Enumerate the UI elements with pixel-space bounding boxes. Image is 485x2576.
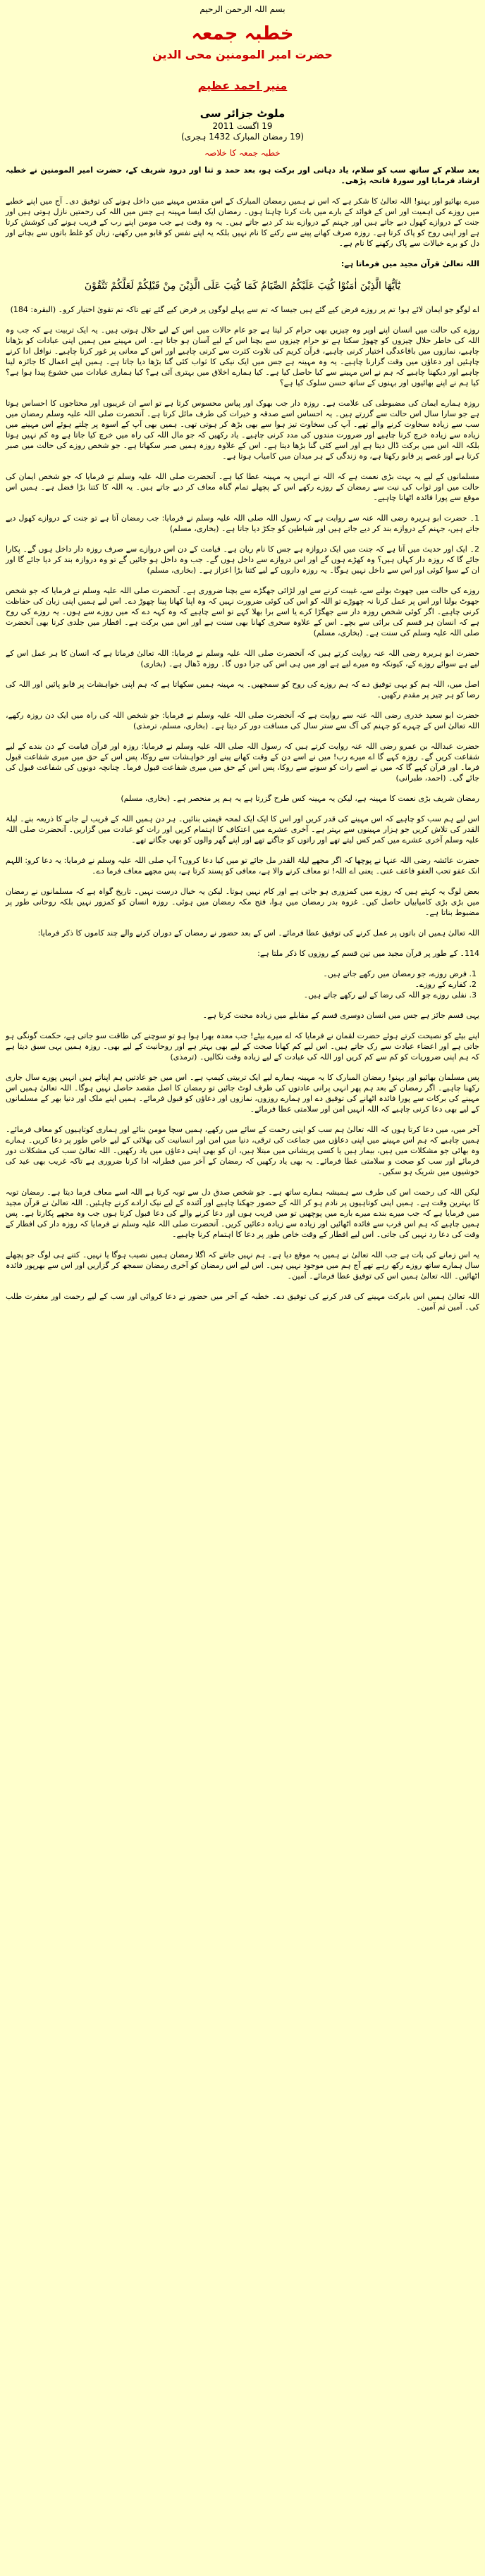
paragraph: اے لوگو جو ایمان لائے ہو! تم پر روزے فرض کیے گئے ہیں جیسا کہ تم سے پہلے لوگوں پر فرض کیے گئے تھے تاکہ تم تقویٰ اختیار کرو۔ (البقرہ: 184) bbox=[10, 305, 479, 314]
paragraph: اس لیے ہم سب کو چاہیے کہ اس مہینے کی قدر کریں اور اس کا ایک ایک لمحہ قیمتی بنائیں۔ ہر دن ہمیں اللہ کے قریب لے جانے کا ذریعہ بنے۔ لیلۃ القدر کی تلاش کریں جو ہزار مہینوں سے بہتر ہے۔ آخری عشرے میں اعتکاف کا اہتمام کریں اور رات کو عبادت میں گزاریں۔ آنحضرت صلی اللہ علیہ وسلم آخری عشرے میں کمر کس لیتے تھے اور راتوں کو جاگتے تھے اور اپنے گھر والوں کو بھی جگاتے تھے۔ bbox=[6, 814, 479, 845]
date-hijri: (19 رمضان المبارک 1432 ہجری) bbox=[180, 132, 305, 142]
list-item: 1. فرض روزے، جو رمضان میں رکھے جاتے ہیں۔ bbox=[6, 969, 467, 979]
paragraph: لیکن اللہ کی رحمت اس کی طرف سے ہمیشہ ہمارے ساتھ ہے۔ جو شخص صدق دل سے توبہ کرتا ہے اللہ اسے معاف فرما دیتا ہے۔ رمضان توبہ کا بہترین وقت ہے۔ ہمیں اپنی کوتاہیوں پر نادم ہو کر اللہ کے حضور جھکنا چاہیے اور آئندہ کے لیے نیک ارادے کرنے چاہئیں۔ اللہ تعالیٰ نے قرآن مجید میں فرمایا ہے کہ جب میرے بندے میرے بارے میں پوچھیں تو میں قریب ہوں اور دعا کرنے والے کی دعا قبول کرتا ہوں جب وہ مجھے پکارتا ہے۔ پس ہمیں چاہیے کہ ہم اس قرب سے فائدہ اٹھائیں اور زیادہ سے زیادہ دعائیں کریں۔ آنحضرت صلی اللہ علیہ وسلم نے فرمایا کہ روزہ دار کی افطار کے وقت کی دعا رد نہیں کی جاتی۔ اس لیے افطار کے وقت خاص طور پر دعا کا اہتمام کرنا چاہیے۔ bbox=[6, 1188, 479, 1239]
paragraph: 1۔ حضرت ابو ہریرہ رضی اللہ عنہ سے روایت ہے کہ رسول اللہ صلی اللہ علیہ وسلم نے فرمایا: جب رمضان آتا ہے تو جنت کے دروازے کھول دیے جاتے ہیں، جہنم کے دروازے بند کر دیے جاتے ہیں اور شیاطین کو جکڑ دیا جاتا ہے۔ (بخاری، مسلم) bbox=[6, 514, 479, 533]
paragraph: میرے بھائیو اور بہنو! اللہ تعالیٰ کا شکر ہے کہ اس نے ہمیں رمضان المبارک کے اس مقدس مہینے میں داخل ہونے کی توفیق دی۔ آج میں اپنے خطبے میں روزے کی اہمیت اور اس کے فوائد کے بارے میں بات کرنا چاہتا ہوں۔ رمضان ایک ایسا مہینہ ہے جس میں اللہ کی رحمتیں نازل ہوتی ہیں اور جنت کے دروازے کھول دیے جاتے ہیں اور جہنم کے دروازے بند کر دیے جاتے ہیں۔ یہ وہ وقت ہے جب مومن اپنے رب کے قریب ہونے کی کوشش کرتا ہے اور اپنی روح کو پاک کرتا ہے۔ روزہ صرف کھانے پینے سے رکنے کا نام نہیں بلکہ یہ اپنے نفس کو قابو میں رکھنے، زبان کو غلط باتوں سے بچانے اور دل کو برے خیالات سے پاک رکھنے کا نام ہے۔ bbox=[6, 197, 479, 248]
paragraph: یہی قسم جائز ہے جس میں انسان دوسری قسم کے مقابلے میں زیادہ محنت کرتا ہے۔ bbox=[202, 1011, 479, 1020]
paragraph: حضرت ابو ہریرہ رضی اللہ عنہ روایت کرتے ہیں کہ آنحضرت صلی اللہ علیہ وسلم نے فرمایا: اللہ تعالیٰ فرماتا ہے کہ انسان کا ہر عمل اس کے لیے ہے سوائے روزے کے، کیونکہ وہ میرے لیے ہے اور میں ہی اس کی جزا دوں گا۔ روزہ ڈھال ہے۔ (بخاری) bbox=[6, 649, 479, 668]
paragraph: پس مسلمان بھائیو اور بہنو! رمضان المبارک کا یہ مہینہ ہمارے لیے ایک تربیتی کیمپ ہے۔ اس میں جو عادتیں ہم اپناتے ہیں انہیں پورے سال جاری رکھنا چاہیے۔ اگر رمضان کے بعد ہم پھر انہی پرانی عادتوں کی طرف لوٹ جائیں تو رمضان کا اصل مقصد حاصل نہیں ہوگا۔ اللہ تعالیٰ ہمیں اس مہینے کی برکات سے پورا فائدہ اٹھانے کی توفیق دے اور ہمارے روزوں، نمازوں اور دعاؤں کو قبول فرمائے۔ ہمیں اپنے ملک اور دنیا بھر کے مسلمانوں کے لیے بھی دعا کرنی چاہیے کہ اللہ انہیں امن اور سلامتی عطا فرمائے۔ bbox=[6, 1073, 479, 1114]
sermon-body bbox=[0, 165, 485, 1312]
paragraph: 2۔ ایک اور حدیث میں آتا ہے کہ جنت میں ایک دروازہ ہے جس کا نام ریان ہے۔ قیامت کے دن اس دروازے سے صرف روزہ دار داخل ہوں گے۔ پکارا جائے گا کہ روزہ دار کہاں ہیں؟ وہ کھڑے ہوں گے اور اس دروازے سے داخل ہوں گے۔ جب وہ داخل ہو جائیں گے تو وہ دروازہ بند کر دیا جائے گا اور ان کے سوا کوئی اور اس سے داخل نہیں ہوگا۔ یہ روزہ داروں کے لیے کتنا بڑا اعزاز ہے۔ (بخاری، مسلم) bbox=[6, 545, 479, 575]
paragraph: بعض لوگ یہ کہتے ہیں کہ روزے میں کمزوری ہو جاتی ہے اور کام نہیں ہوتا۔ لیکن یہ خیال درست نہیں۔ تاریخ گواہ ہے کہ مسلمانوں نے رمضان میں بڑی بڑی کامیابیاں حاصل کیں۔ غزوہ بدر رمضان میں ہوا، فتح مکہ رمضان میں ہوئی۔ روزہ انسان کو کمزور نہیں بلکہ روحانی طور پر مضبوط بناتا ہے۔ bbox=[6, 887, 479, 917]
points-intro: 114۔ کے طور پر قرآن مجید میں تین قسم کے روزوں کا ذکر ملتا ہے: bbox=[257, 949, 479, 958]
place: ملوٹ جزائر سی bbox=[199, 107, 286, 120]
paragraph: حضرت عائشہ رضی اللہ عنہا نے پوچھا کہ اگر مجھے لیلۃ القدر مل جائے تو میں کیا دعا کروں؟ آپ صلی اللہ علیہ وسلم نے فرمایا: یہ دعا کرو: اللہم انک عفو تحب العفو فاعف عنی۔ یعنی اے اللہ! تو معاف کرنے والا ہے، معافی کو پسند کرتا ہے، پس مجھے معاف فرما دے۔ bbox=[6, 856, 479, 876]
author bbox=[0, 79, 485, 94]
paragraph: اصل میں، اللہ ہم کو یہی توفیق دے کہ ہم روزے کی روح کو سمجھیں۔ یہ مہینہ ہمیں سکھاتا ہے کہ ہم اپنی خواہشات پر قابو پائیں اور اللہ کی رضا کو ہر چیز پر مقدم رکھیں۔ bbox=[6, 680, 479, 699]
paragraph: یہ اس زمانے کی بات ہے جب اللہ تعالیٰ نے ہمیں یہ موقع دیا ہے۔ ہم نہیں جانتے کہ اگلا رمضان ہمیں نصیب ہوگا یا نہیں۔ کتنے ہی لوگ جو پچھلے سال ہمارے ساتھ روزے رکھ رہے تھے آج ہم میں موجود نہیں ہیں۔ اس لیے اس رمضان کو آخری رمضان سمجھ کر گزاریں اور اس سے بھرپور فائدہ اٹھائیں۔ اللہ تعالیٰ ہمیں اس کی توفیق عطا فرمائے۔ آمین۔ bbox=[6, 1250, 479, 1281]
points-list bbox=[6, 969, 479, 1000]
paragraph: روزے کی حالت میں انسان اپنے اوپر وہ چیزیں بھی حرام کر لیتا ہے جو عام حالات میں اس کے لیے حلال ہوتی ہیں۔ یہ ایک تربیت ہے کہ جب وہ اللہ کی خاطر حلال چیزوں کو چھوڑ سکتا ہے تو حرام چیزوں سے بچنا اس کے لیے آسان ہو جاتا ہے۔ اس مہینے میں ہمیں اپنی عبادات کو بڑھانا چاہیے، نمازوں میں باقاعدگی اختیار کرنی چاہیے، قرآن کریم کی تلاوت کثرت سے کرنی چاہیے اور اس کے معانی پر غور کرنا چاہیے۔ نوافل ادا کرنے چاہئیں اور دعاؤں میں وقت گزارنا چاہیے۔ یہ وہ مہینہ ہے جس میں ایک نیکی کا ثواب کئی گنا بڑھا دیا جاتا ہے۔ ہمیں اپنے اعمال کا جائزہ لینا چاہیے اور دیکھنا چاہیے کہ ہم نے اس مہینے سے کیا حاصل کیا ہے۔ کیا ہمارے اخلاق میں بہتری آئی ہے؟ کیا ہماری عبادات میں خشوع پیدا ہوا ہے؟ کیا ہم نے اپنے بھائیوں اور بہنوں کے ساتھ حسن سلوک کیا ہے؟ bbox=[6, 325, 479, 387]
paragraph: اللہ تعالیٰ ہمیں اس بابرکت مہینے کی قدر کرنے کی توفیق دے۔ خطبہ کے آخر میں حضور نے دعا کروائی اور سب کے لیے رحمت اور مغفرت طلب کی۔ آمین ثم آمین۔ bbox=[6, 1292, 479, 1312]
paragraph: حضرت عبداللہ بن عمرو رضی اللہ عنہ روایت کرتے ہیں کہ رسول اللہ صلی اللہ علیہ وسلم نے فرمایا: روزہ اور قرآن قیامت کے دن بندے کے لیے شفاعت کریں گے۔ روزہ کہے گا اے میرے رب! میں نے اسے دن کے وقت کھانے پینے اور خواہشات سے روکا، پس اس کے حق میں میری شفاعت قبول فرما۔ اور قرآن کہے گا کہ میں نے اسے رات کو سونے سے روکا، پس اس کے حق میں میری شفاعت قبول فرما۔ چنانچہ دونوں کی شفاعت قبول کی جائے گی۔ (احمد، طبرانی) bbox=[6, 742, 479, 783]
subtitle: حضرت امیر المومنین محی الدین bbox=[152, 48, 333, 61]
quran-verse: يٰٓاَيُّهَا الَّذِيْنَ اٰمَنُوْا كُتِبَ عَلَيْكُمُ الصِّيَامُ كَمَا كُتِبَ عَلَى الَّذِيْنَ مِنْ قَبْلِكُمْ لَعَلَّكُمْ تَتَّقُوْنَ bbox=[84, 280, 401, 292]
paragraph: اللہ تعالیٰ ہمیں ان باتوں پر عمل کرنے کی توفیق عطا فرمائے۔ اس کے بعد حضور نے رمضان کے دوران کرنے والے چند کاموں کا ذکر فرمایا: bbox=[37, 928, 479, 938]
paragraph: آخر میں، میں دعا کرتا ہوں کہ اللہ تعالیٰ ہم سب کو اپنی رحمت کے سائے میں رکھے، ہمیں سچا مومن بنائے اور ہماری کوتاہیوں کو معاف فرمائے۔ ہمیں چاہیے کہ ہم اس مہینے میں اپنی دعاؤں میں جماعت کی ترقی، دنیا میں امن اور انسانیت کی بھلائی کے لیے خاص طور پر دعا کریں۔ ہمارے وہ بھائی جو مشکلات میں ہیں، بیمار ہیں یا کسی پریشانی میں مبتلا ہیں، ان کو بھی اپنی دعاؤں میں یاد رکھیں۔ اللہ تعالیٰ سب کی مشکلات دور فرمائے اور سب کو صحت و سلامتی عطا فرمائے۔ یہ بھی یاد رکھیں کہ رمضان کے آخر میں فطرانہ ادا کرنا ضروری ہے تاکہ غریب بھی عید کی خوشیوں میں شریک ہو سکیں۔ bbox=[6, 1125, 479, 1176]
paragraph: حضرت ابو سعید خدری رضی اللہ عنہ سے روایت ہے کہ آنحضرت صلی اللہ علیہ وسلم نے فرمایا: جو شخص اللہ کی راہ میں ایک دن روزہ رکھے، اللہ تعالیٰ اس کے چہرے کو جہنم کی آگ سے ستر سال کی مسافت دور کر دیتا ہے۔ (بخاری، مسلم، ترمذی) bbox=[6, 711, 479, 730]
author-name: منیر احمد عظیم bbox=[197, 79, 288, 92]
list-item: 3. نفلی روزے جو اللہ کی رضا کے لیے رکھے جاتے ہیں۔ bbox=[6, 990, 467, 1000]
paragraph: رمضان شریف بڑی نعمت کا مہینہ ہے، لیکن یہ مہینہ کس طرح گزرتا ہے یہ ہم پر منحصر ہے۔ (بخاری، مسلم) bbox=[121, 794, 479, 803]
intro-paragraph: بعد سلام کے ساتھ سب کو سلام، یاد دہانی اور برکت ہو، بعد حمد و ثنا اور درود شریف کے، حضرت امیر المومنین نے خطبہ ارشاد فرمایا اور سورۃ فاتحہ پڑھی۔ bbox=[6, 166, 479, 185]
paragraph: روزے کی حالت میں جھوٹ بولنے سے، غیبت کرنے سے اور لڑائی جھگڑے سے بچنا ضروری ہے۔ آنحضرت صلی اللہ علیہ وسلم نے فرمایا کہ جو شخص جھوٹ بولنا اور اس پر عمل کرنا نہ چھوڑے تو اللہ کو اس کی کوئی ضرورت نہیں کہ وہ اپنا کھانا پینا چھوڑ دے۔ اس لیے ہمیں اپنی زبان کی حفاظت کرنی چاہیے۔ اگر کوئی شخص روزہ دار سے جھگڑا کرے یا اسے برا بھلا کہے تو اسے چاہیے کہ وہ کہہ دے کہ میں روزے سے ہوں۔ یہ روزے کی روح ہے کہ انسان ہر قسم کی برائی سے بچے۔ اس کے علاوہ سحری کھانا بھی سنت ہے اور اس میں برکت ہے۔ افطار میں جلدی کرنا بھی آنحضرت صلی اللہ علیہ وسلم کی سنت ہے۔ (بخاری، مسلم) bbox=[6, 586, 479, 637]
paragraph: مسلمانوں کے لیے یہ بہت بڑی نعمت ہے کہ اللہ نے انہیں یہ مہینہ عطا کیا ہے۔ آنحضرت صلی اللہ علیہ وسلم نے فرمایا کہ جو شخص ایمان کی حالت میں اور ثواب کی نیت سے رمضان کے روزے رکھے اس کے پچھلے تمام گناہ معاف کر دیے جاتے ہیں۔ یہ اللہ کا کتنا بڑا فضل ہے۔ ہمیں اس موقع سے پورا فائدہ اٹھانا چاہیے۔ bbox=[6, 472, 479, 502]
page-title: خطبہ جمعہ bbox=[191, 23, 294, 44]
paragraph: اپنے بیٹے کو نصیحت کرتے ہوئے حضرت لقمان نے فرمایا کہ اے میرے بیٹے! جب معدہ بھرا ہوا ہو تو سوچنے کی طاقت سو جاتی ہے، حکمت گونگی ہو جاتی ہے اور اعضاء عبادت سے رک جاتے ہیں۔ اس لیے کم کھانا صحت کے لیے بھی بہتر ہے اور روحانیت کے لیے بھی۔ روزہ ہمیں یہی سبق دیتا ہے کہ ہم اپنی ضروریات کو کم سے کم کریں اور اللہ کی عبادت کے لیے زیادہ وقت نکالیں۔ (ترمذی) bbox=[6, 1031, 479, 1062]
date-gregorian: 19 اگست 2011 bbox=[212, 121, 273, 131]
paragraph: روزہ ہمارے ایمان کی مضبوطی کی علامت ہے۔ روزہ دار جب بھوک اور پیاس محسوس کرتا ہے تو اسے ان غریبوں اور محتاجوں کا احساس ہوتا ہے جو سارا سال اس حالت سے گزرتے ہیں۔ یہ احساس اسے صدقہ و خیرات کی طرف مائل کرتا ہے۔ آنحضرت صلی اللہ علیہ وسلم رمضان میں سب سے زیادہ سخاوت کرنے والے تھے۔ آپ کی سخاوت تیز ہوا سے بھی بڑھ کر ہوتی تھی۔ ہمیں بھی آپ کے اسوہ پر چلتے ہوئے اس مہینے میں زیادہ سے زیادہ خرچ کرنا چاہیے اور ضرورت مندوں کی مدد کرنی چاہیے۔ یاد رکھیں کہ جو مال اللہ کی راہ میں خرچ کیا جاتا ہے وہ کم نہیں ہوتا بلکہ اللہ اس میں برکت ڈال دیتا ہے اور اسے کئی گنا بڑھا دیتا ہے۔ اس کے علاوہ روزہ ہمیں صبر سکھاتا ہے۔ جو شخص روزے کی حالت میں صبر کرتا ہے اور غصے پر قابو رکھتا ہے، وہ زندگی کے ہر میدان میں کامیاب ہوتا ہے۔ bbox=[6, 399, 479, 461]
list-item: 2. کفارے کے روزے۔ bbox=[6, 979, 467, 990]
khutba-label: خطبہ جمعہ کا خلاصہ bbox=[204, 148, 281, 158]
bismillah: بسم اللہ الرحمن الرحیم bbox=[199, 4, 286, 14]
paragraph: اللہ تعالیٰ قرآن مجید میں فرماتا ہے: bbox=[340, 259, 479, 268]
